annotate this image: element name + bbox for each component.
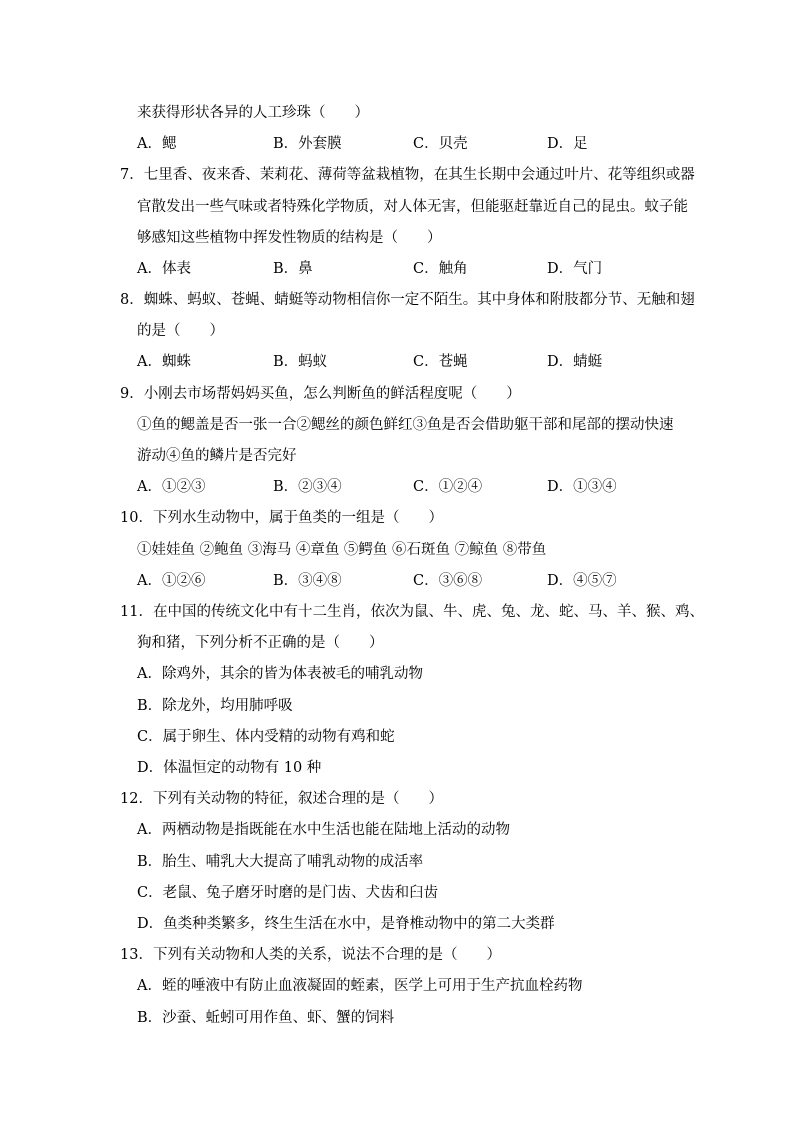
q13-option-a[interactable]: A．蛭的唾液中有防止血液凝固的蛭素，医学上可用于生产抗血栓药物 (137, 978, 583, 994)
q7-stem-line: 够感知这些植物中挥发性物质的结构是（ ） (137, 230, 442, 246)
q7-option-c[interactable]: C．触角 (413, 261, 468, 277)
q8-option-b[interactable]: B．蚂蚁 (273, 354, 328, 370)
q10-stem-line: 10．下列水生动物中，属于鱼类的一组是（ ） (120, 510, 443, 526)
q10-option-c[interactable]: C．③⑥⑧ (413, 573, 483, 589)
q7-option-b[interactable]: B．鼻 (273, 261, 313, 277)
q11-option-d[interactable]: D．体温恒定的动物有 10 种 (137, 760, 322, 776)
q10-option-b[interactable]: B．③④⑧ (273, 573, 342, 589)
q7-option-a[interactable]: A．体表 (137, 261, 191, 277)
q7-stem-line: 官散发出一些气味或者特殊化学物质，对人体无害，但能驱赶靠近自己的昆虫。蚊子能 (137, 199, 688, 215)
q12-stem-line: 12．下列有关动物的特征，叙述合理的是（ ） (120, 791, 443, 807)
q12-option-d[interactable]: D．鱼类种类繁多，终生生活在水中，是脊椎动物中的第二大类群 (137, 916, 555, 932)
q9-option-b[interactable]: B．②③④ (273, 479, 342, 495)
q8-stem-line: 8．蜘蛛、蚂蚁、苍蝇、蜻蜓等动物相信你一定不陌生。其中身体和附肢都分节、无触和翅 (120, 292, 695, 308)
q9-statement-line: 游动④鱼的鳞片是否完好 (137, 448, 297, 464)
q9-option-d[interactable]: D．①③④ (547, 479, 617, 495)
q8-option-d[interactable]: D．蜻蜓 (547, 354, 603, 370)
q11-option-a[interactable]: A．除鸡外，其余的皆为体表被毛的哺乳动物 (137, 666, 423, 682)
q10-option-a[interactable]: A．①②⑥ (137, 573, 206, 589)
q11-stem-line: 狗和猪，下列分析不正确的是（ ） (137, 635, 384, 651)
q6-stem-line: 来获得形状各异的人工珍珠（ ） (137, 105, 369, 121)
q10-statement-line: ①娃娃鱼 ②鲍鱼 ③海马 ④章鱼 ⑤鳄鱼 ⑥石斑鱼 ⑦鲸鱼 ⑧带鱼 (137, 542, 547, 558)
q11-stem-line: 11．在中国的传统文化中有十二生肖，依次为鼠、牛、虎、兔、龙、蛇、马、羊、猴、鸡、 (120, 604, 704, 620)
q12-option-a[interactable]: A．两栖动物是指既能在水中生活也能在陆地上活动的动物 (137, 822, 510, 838)
q12-option-c[interactable]: C．老鼠、兔子磨牙时磨的是门齿、犬齿和臼齿 (137, 885, 439, 901)
q9-option-c[interactable]: C．①②④ (413, 479, 483, 495)
q6-option-d[interactable]: D．足 (547, 136, 588, 152)
q6-option-a[interactable]: A．鳃 (137, 136, 177, 152)
q8-option-c[interactable]: C．苍蝇 (413, 354, 468, 370)
q11-option-c[interactable]: C．属于卵生、体内受精的动物有鸡和蛇 (137, 729, 395, 745)
q9-statement-line: ①鱼的鳃盖是否一张一合②鳃丝的颜色鲜红③鱼是否会借助躯干部和尾部的摆动快速 (137, 417, 674, 433)
q9-stem-line: 9．小刚去市场帮妈妈买鱼，怎么判断鱼的鲜活程度呢（ ） (120, 386, 521, 402)
q8-stem-line: 的是（ ） (137, 323, 224, 339)
q10-option-d[interactable]: D．④⑤⑦ (547, 573, 617, 589)
q7-option-d[interactable]: D．气门 (547, 261, 603, 277)
q12-option-b[interactable]: B．胎生、哺乳大大提高了哺乳动物的成活率 (137, 854, 424, 870)
q6-option-c[interactable]: C．贝壳 (413, 136, 468, 152)
q7-stem-line: 7．七里香、夜来香、茉莉花、薄荷等盆栽植物，在其生长期中会通过叶片、花等组织或器 (120, 167, 695, 183)
q13-stem-line: 13．下列有关动物和人类的关系，说法不合理的是（ ） (120, 947, 501, 963)
q8-option-a[interactable]: A．蜘蛛 (137, 354, 191, 370)
q9-option-a[interactable]: A．①②③ (137, 479, 206, 495)
q6-option-b[interactable]: B．外套膜 (273, 136, 342, 152)
q13-option-b[interactable]: B．沙蚕、蚯蚓可用作鱼、虾、蟹的饲料 (137, 1010, 395, 1026)
q11-option-b[interactable]: B．除龙外，均用肺呼吸 (137, 698, 293, 714)
